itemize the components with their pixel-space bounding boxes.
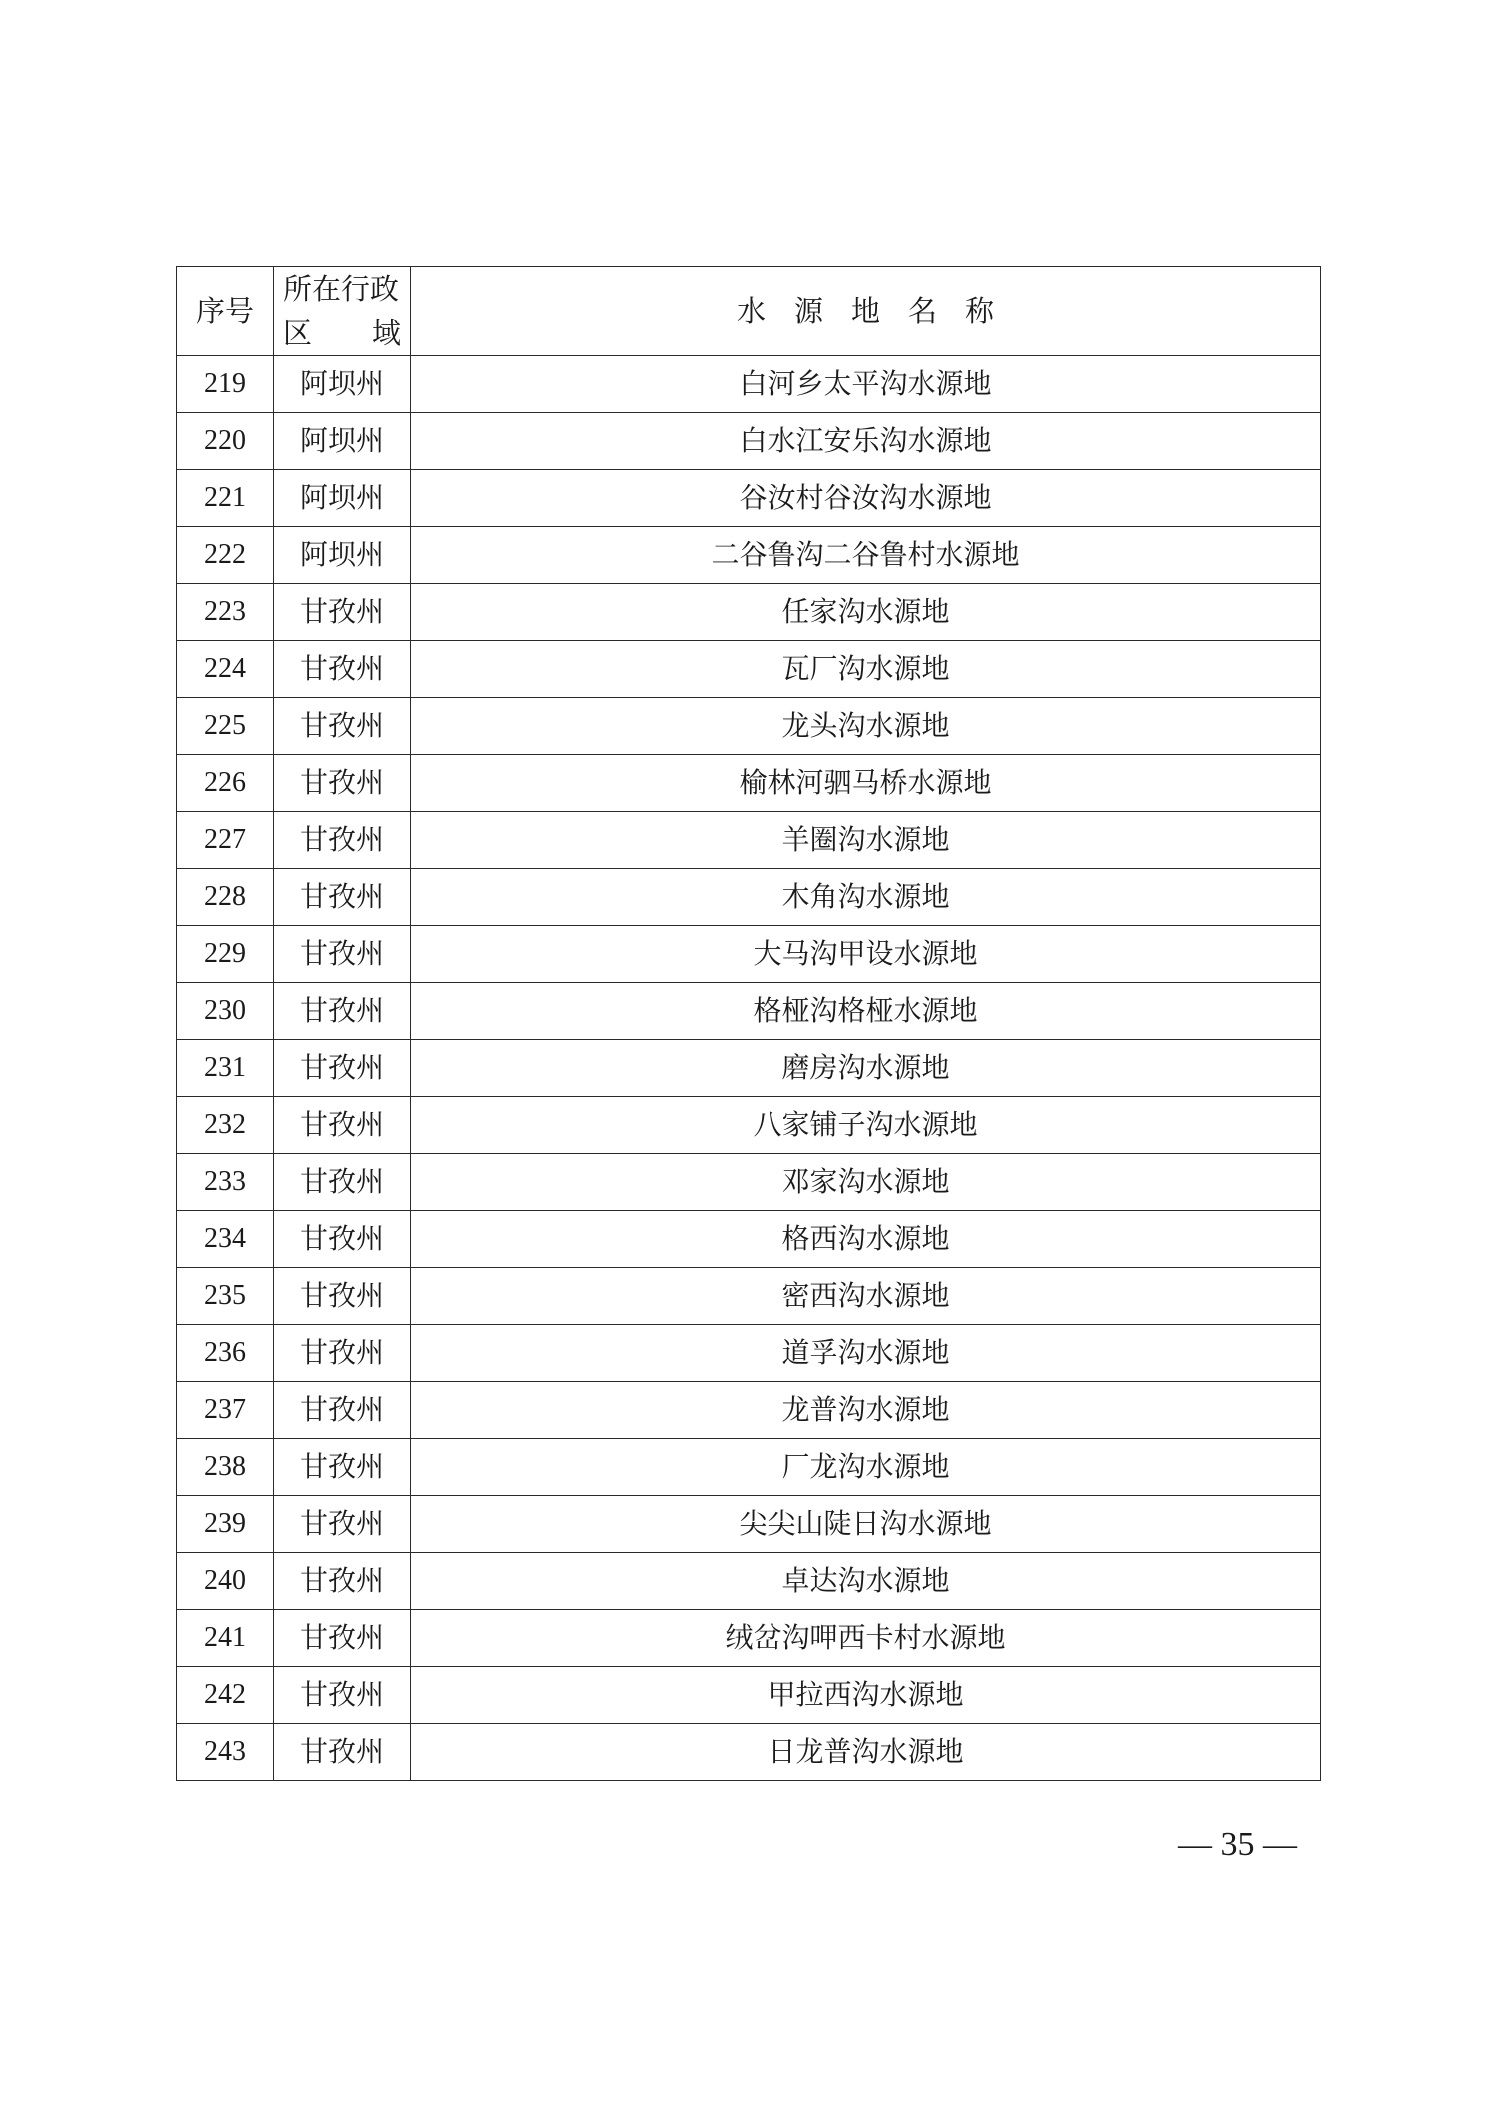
row-number: 240 [177, 1553, 274, 1610]
row-water-source-name: 任家沟水源地 [411, 584, 1321, 641]
row-number: 233 [177, 1154, 274, 1211]
row-region: 甘孜州 [274, 1097, 411, 1154]
row-water-source-name: 格桠沟格桠水源地 [411, 983, 1321, 1040]
row-number: 238 [177, 1439, 274, 1496]
row-number: 228 [177, 869, 274, 926]
row-number: 223 [177, 584, 274, 641]
table-row [177, 926, 1321, 983]
row-number: 222 [177, 527, 274, 584]
row-water-source-name: 卓达沟水源地 [411, 1553, 1321, 1610]
row-region: 阿坝州 [274, 356, 411, 413]
row-region: 甘孜州 [274, 1325, 411, 1382]
row-region: 甘孜州 [274, 1667, 411, 1724]
page-number: — 35 — [1178, 1826, 1297, 1863]
table-row [177, 1040, 1321, 1097]
row-water-source-name: 日龙普沟水源地 [411, 1724, 1321, 1781]
table-row [177, 1724, 1321, 1781]
header-region-char-b: 域 [371, 316, 401, 350]
table-row [177, 1439, 1321, 1496]
header-region-line2 [283, 311, 401, 355]
row-region: 甘孜州 [274, 1154, 411, 1211]
row-region: 甘孜州 [274, 869, 411, 926]
row-region: 甘孜州 [274, 1496, 411, 1553]
table-row [177, 356, 1321, 413]
table-row [177, 1553, 1321, 1610]
row-region: 甘孜州 [274, 1040, 411, 1097]
table-row [177, 698, 1321, 755]
table-row [177, 1667, 1321, 1724]
row-number: 241 [177, 1610, 274, 1667]
row-number: 231 [177, 1040, 274, 1097]
row-region: 甘孜州 [274, 1724, 411, 1781]
row-number: 230 [177, 983, 274, 1040]
row-water-source-name: 厂龙沟水源地 [411, 1439, 1321, 1496]
row-number: 242 [177, 1667, 274, 1724]
table-row [177, 755, 1321, 812]
row-water-source-name: 白水江安乐沟水源地 [411, 413, 1321, 470]
row-water-source-name: 白河乡太平沟水源地 [411, 356, 1321, 413]
row-number: 221 [177, 470, 274, 527]
table-row [177, 1097, 1321, 1154]
row-water-source-name: 甲拉西沟水源地 [411, 1667, 1321, 1724]
row-water-source-name: 龙普沟水源地 [411, 1382, 1321, 1439]
row-region: 甘孜州 [274, 812, 411, 869]
table-row [177, 869, 1321, 926]
table-row [177, 812, 1321, 869]
table-row [177, 1268, 1321, 1325]
row-water-source-name: 绒岔沟呷西卡村水源地 [411, 1610, 1321, 1667]
header-region-char-a: 区 [283, 316, 313, 350]
row-number: 235 [177, 1268, 274, 1325]
row-number: 229 [177, 926, 274, 983]
row-water-source-name: 瓦厂沟水源地 [411, 641, 1321, 698]
table-row [177, 1496, 1321, 1553]
row-water-source-name: 八家铺子沟水源地 [411, 1097, 1321, 1154]
row-water-source-name: 尖尖山陡日沟水源地 [411, 1496, 1321, 1553]
header-number: 序号 [177, 267, 274, 356]
row-region: 甘孜州 [274, 1553, 411, 1610]
row-region: 甘孜州 [274, 926, 411, 983]
header-region [274, 267, 411, 356]
table-row [177, 1325, 1321, 1382]
row-water-source-name: 大马沟甲设水源地 [411, 926, 1321, 983]
row-region: 甘孜州 [274, 584, 411, 641]
row-region: 甘孜州 [274, 983, 411, 1040]
row-number: 239 [177, 1496, 274, 1553]
row-number: 220 [177, 413, 274, 470]
table-row [177, 1382, 1321, 1439]
table-body [177, 356, 1321, 1781]
row-number: 227 [177, 812, 274, 869]
row-region: 阿坝州 [274, 527, 411, 584]
header-name [411, 267, 1321, 356]
water-source-table [176, 266, 1321, 1781]
table-row [177, 1610, 1321, 1667]
row-water-source-name: 羊圈沟水源地 [411, 812, 1321, 869]
table-row [177, 527, 1321, 584]
row-number: 225 [177, 698, 274, 755]
row-water-source-name: 谷汝村谷汝沟水源地 [411, 470, 1321, 527]
row-number: 243 [177, 1724, 274, 1781]
row-region: 甘孜州 [274, 1268, 411, 1325]
row-number: 219 [177, 356, 274, 413]
table-row [177, 1211, 1321, 1268]
row-region: 甘孜州 [274, 1382, 411, 1439]
row-region: 甘孜州 [274, 1439, 411, 1496]
row-water-source-name: 榆林河驷马桥水源地 [411, 755, 1321, 812]
table-row [177, 641, 1321, 698]
row-region: 甘孜州 [274, 1610, 411, 1667]
row-water-source-name: 木角沟水源地 [411, 869, 1321, 926]
row-water-source-name: 格西沟水源地 [411, 1211, 1321, 1268]
table-row [177, 413, 1321, 470]
table-row [177, 983, 1321, 1040]
row-region: 甘孜州 [274, 755, 411, 812]
row-water-source-name: 磨房沟水源地 [411, 1040, 1321, 1097]
table-row [177, 470, 1321, 527]
row-region: 阿坝州 [274, 413, 411, 470]
row-number: 234 [177, 1211, 274, 1268]
table-row [177, 584, 1321, 641]
row-number: 232 [177, 1097, 274, 1154]
row-water-source-name: 密西沟水源地 [411, 1268, 1321, 1325]
row-water-source-name: 道孚沟水源地 [411, 1325, 1321, 1382]
row-number: 236 [177, 1325, 274, 1382]
row-region: 甘孜州 [274, 698, 411, 755]
header-name-label: 水源地名称 [736, 293, 1022, 328]
row-region: 阿坝州 [274, 470, 411, 527]
row-region: 甘孜州 [274, 641, 411, 698]
row-number: 224 [177, 641, 274, 698]
header-region-line1: 所在行政 [283, 272, 400, 306]
row-water-source-name: 二谷鲁沟二谷鲁村水源地 [411, 527, 1321, 584]
table-row [177, 1154, 1321, 1211]
row-region: 甘孜州 [274, 1211, 411, 1268]
row-water-source-name: 龙头沟水源地 [411, 698, 1321, 755]
row-water-source-name: 邓家沟水源地 [411, 1154, 1321, 1211]
row-number: 237 [177, 1382, 274, 1439]
table-header-row [177, 267, 1321, 356]
row-number: 226 [177, 755, 274, 812]
